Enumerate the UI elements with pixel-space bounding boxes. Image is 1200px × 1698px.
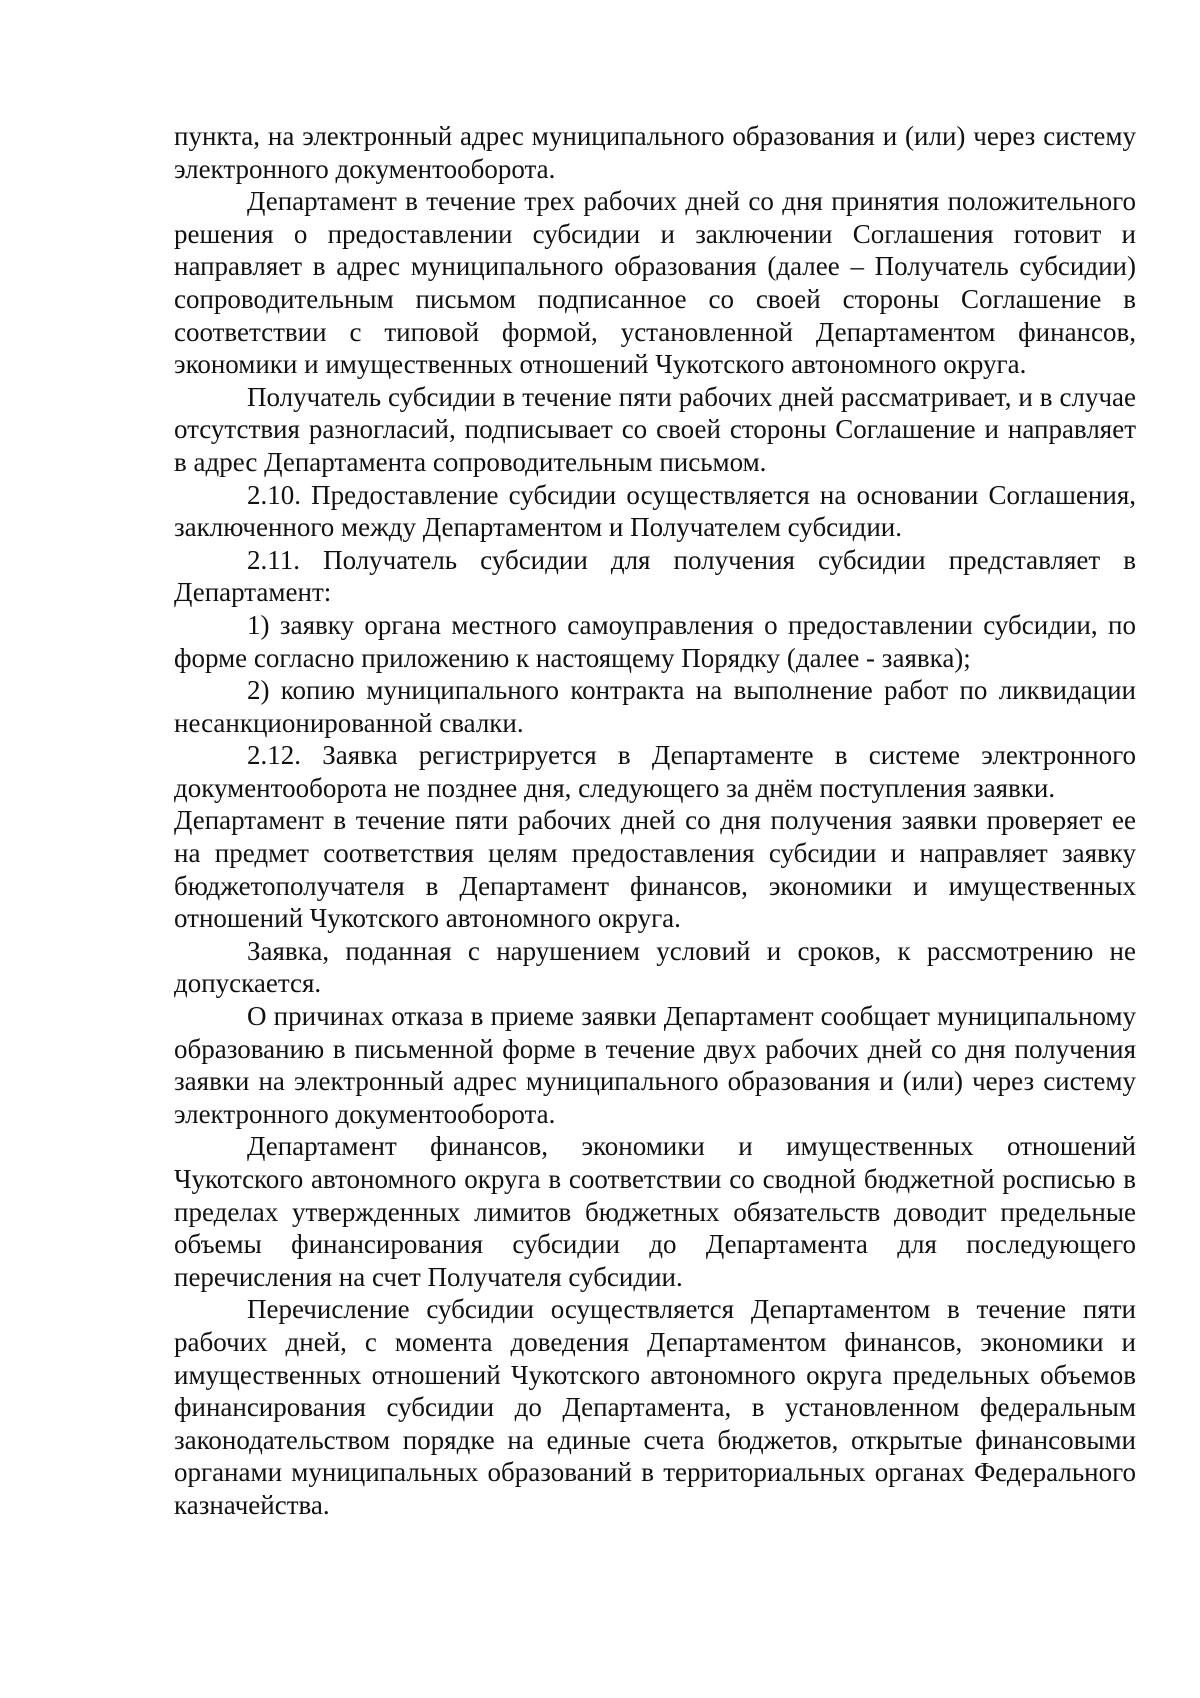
paragraph-5: 2.11. Получатель субсидии для получения субсидии представляет в Департамент: [174,544,1136,608]
paragraph-10: Заявка, поданная с нарушением условий и сроков, к рассмотрению не допускается. [174,935,1136,999]
paragraph-8: 2.12. Заявка регистрируется в Департаменте в системе электронного документооборота не позднее дня, следующего за днём поступления заявки. [174,740,1136,803]
paragraph-11: О причинах отказа в приеме заявки Департамент сообщает муниципальному образованию в письменной форме в течение двух рабочих дней со дня получения заявки на электронный адрес муниципального образования и (или) через систему электронного документооборота. [174,1001,1136,1129]
paragraph-12: Департамент финансов, экономики и имущественных отношений Чукотского автономного округа в соответствии со сводной бюджетной росписью в пределах утвержденных лимитов бюджетных обязательств доводит предельные объемы финансирования субсидии до Департамента для последующего перечисления на счет Получателя субсидии. [174,1131,1136,1292]
paragraph-7: 2) копию муниципального контракта на выполнение работ по ликвидации несанкционированной свалки. [174,675,1136,738]
paragraph-13: Перечисление субсидии осуществляется Департаментом в течение пяти рабочих дней, с момента доведения Департаментом финансов, экономики и имущественных отношений Чукотского автономного округа предельных объемов финансирования субсидии до Департамента, в установленном федеральным законодательством порядке на единые счета бюджетов, открытые финансовыми органами муниципальных образований в территориальных органах Федерального казначейства. [174,1294,1136,1520]
document-page [174,120,1136,1522]
paragraph-4: 2.10. Предоставление субсидии осуществляется на основании Соглашения, заключенного между Департаментом и Получателем субсидии. [174,479,1136,543]
paragraph-9: Департамент в течение пяти рабочих дней со дня получения заявки проверяет ее на предмет соответствия целям предоставления субсидии и направляет заявку бюджетополучателя в Департамент финансов, экономики и имущественных отношений Чукотского автономного округа. [174,805,1136,934]
paragraph-1: пункта, на электронный адрес муниципального образования и (или) через систему электронного документооборота. [174,121,1136,184]
paragraph-3: Получатель субсидии в течение пяти рабочих дней рассматривает, и в случае отсутствия разногласий, подписывает со своей стороны Соглашение и направляет в адрес Департамента сопроводительным письмом. [174,381,1136,477]
paragraph-6: 1) заявку органа местного самоуправления о предоставлении субсидии, по форме согласно приложению к настоящему Порядку (далее - заявка); [174,609,1136,673]
paragraph-2: Департамент в течение трех рабочих дней со дня принятия положительного решения о предоставлении субсидии и заключении Соглашения готовит и направляет в адрес муниципального образования (далее – Получатель субсидии) сопроводительным письмом подписанное со своей стороны Соглашение в соответствии с типовой формой, установленной Департаментом финансов, экономики и имущественных отношений Чукотского автономного округа. [174,186,1136,380]
